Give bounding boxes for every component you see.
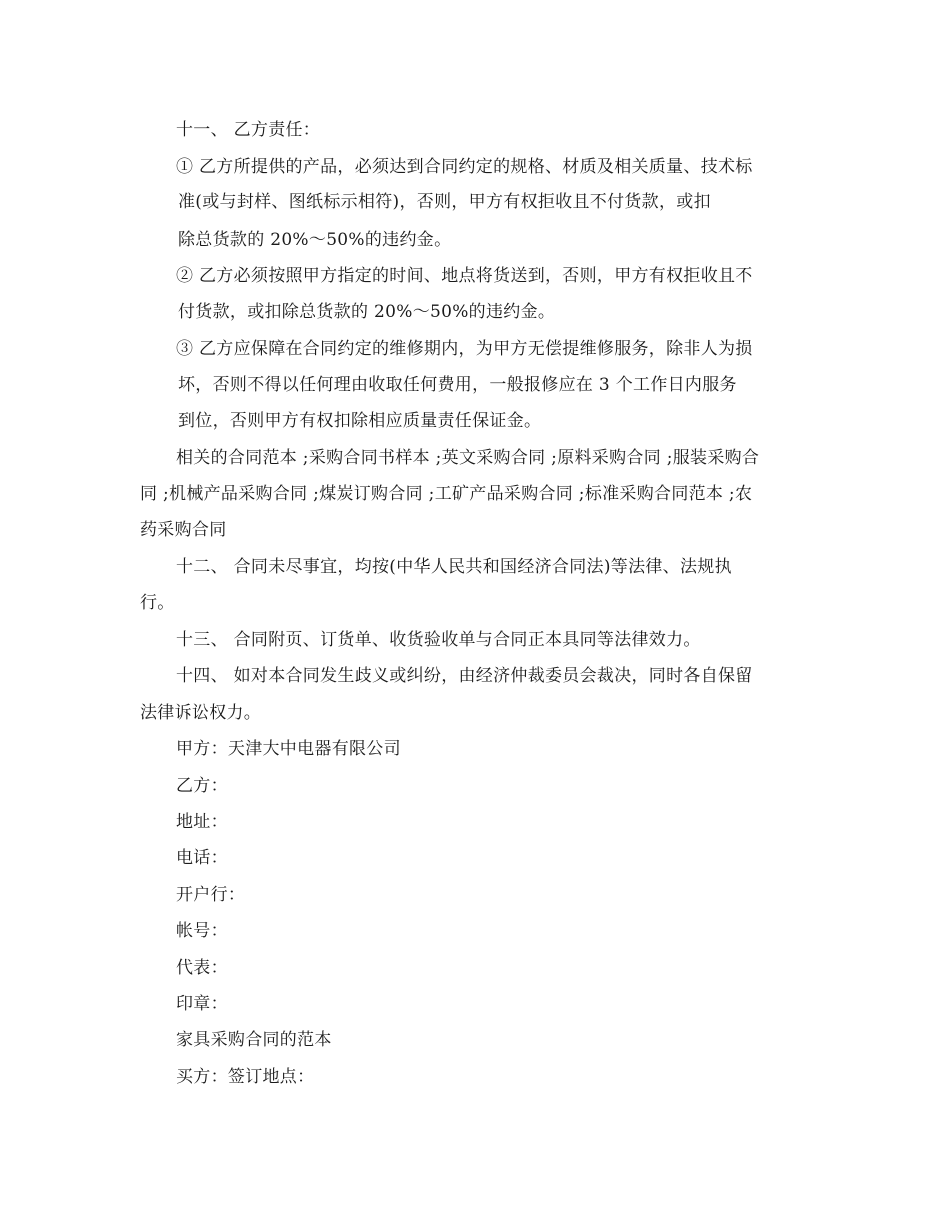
section-13: 十三、 合同附页、订货单、收货验收单与合同正本具同等法律效力。 [176,630,701,650]
party-b: 乙方： [176,776,228,796]
seal-field: 印章： [176,994,228,1014]
clause-1-line-3: 除总货款的 20%～50%的违约金。 [178,230,452,250]
party-a: 甲方：天津大中电器有限公司 [176,739,401,759]
related-templates-line-3: 药采购合同 [140,520,227,540]
address-field: 地址： [176,812,228,832]
account-field: 帐号： [176,921,228,941]
section-12-line-1: 十二、 合同未尽事宜，均按(中华人民共和国经济合同法)等法律、法规执 [176,557,732,577]
clause-2-line-1: ② 乙方必须按照甲方指定的时间、地点将货送到，否则，甲方有权拒收且不 [176,266,753,286]
buyer-signing-place: 买方：签订地点： [176,1067,315,1087]
section-11-heading: 十一、 乙方责任： [176,120,321,140]
related-templates-line-1: 相关的合同范本 ;采购合同书样本 ;英文采购合同 ;原料采购合同 ;服装采购合 [176,448,760,468]
representative-field: 代表： [176,958,228,978]
related-templates-line-2: 同 ;机械产品采购合同 ;煤炭订购合同 ;工矿产品采购合同 ;标准采购合同范本 ;农 [140,484,753,504]
section-14-line-1: 十四、 如对本合同发生歧义或纠纷，由经济仲裁委员会裁决，同时各自保留 [176,666,753,686]
phone-field: 电话： [176,848,228,868]
clause-3-line-1: ③ 乙方应保障在合同约定的维修期内，为甲方无偿提维修服务，除非人为损 [176,339,753,359]
section-14-line-2: 法律诉讼权力。 [140,703,262,723]
clause-3-line-2: 坏，否则不得以任何理由收取任何费用，一般报修应在 3 个工作日内服务 [178,375,737,395]
bank-field: 开户行： [176,885,246,905]
clause-3-line-3: 到位，否则甲方有权扣除相应质量责任保证金。 [178,411,542,431]
section-12-line-2: 行。 [140,593,175,613]
clause-2-line-2: 付货款，或扣除总货款的 20%～50%的违约金。 [178,302,556,322]
clause-1-line-1: ① 乙方所提供的产品，必须达到合同约定的规格、材质及相关质量、技术标 [176,157,753,177]
clause-1-line-2: 准(或与封样、图纸标示相符)，否则，甲方有权拒收且不付货款，或扣 [178,192,711,212]
next-document-title: 家具采购合同的范本 [176,1030,332,1050]
